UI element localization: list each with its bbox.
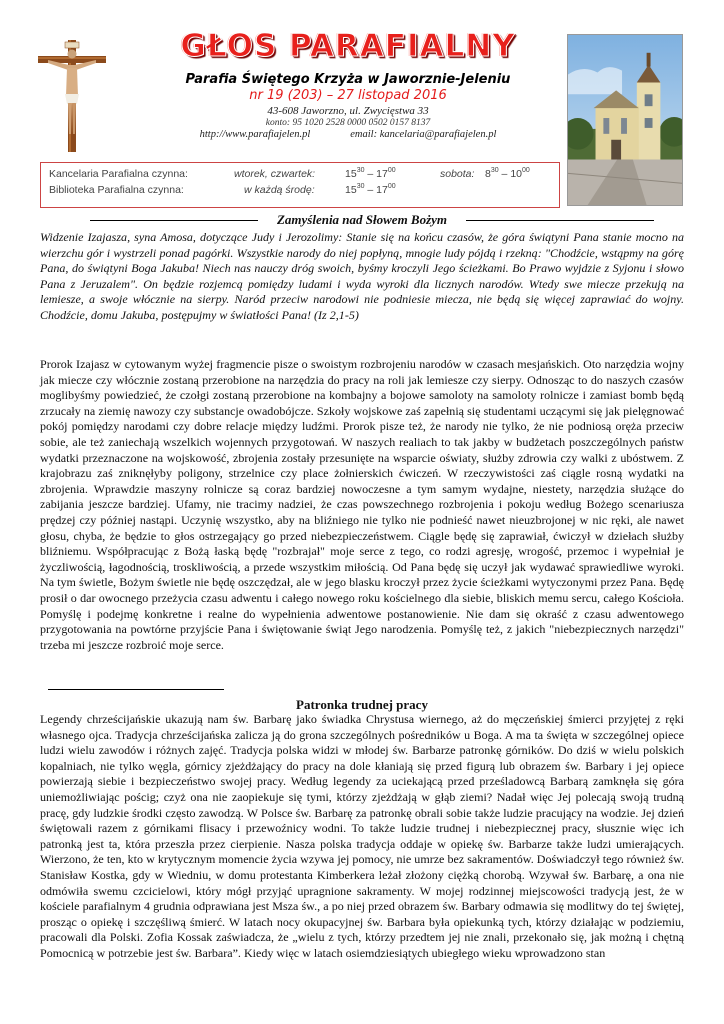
- office-label: Kancelaria Parafialna czynna:: [49, 168, 188, 180]
- library-label: Biblioteka Parafialna czynna:: [49, 184, 184, 196]
- reflection-body: Prorok Izajasz w cytowanym wyżej fragmencie pisze o swoistym rozbrojeniu narodów w czasach mesjańskich. Oto narzędzia wojny jak miecze czy włócznie zostaną przerobione na narzędzia do pracy na roli jak lemiesze czy sierpy. Odnosząc to do naszych czasów moglibyśmy powiedzieć, że czołgi zostaną przerobione na kombajny a bojowe samoloty na samoloty rolnicze i zamiast bomb będą zrzucały na ziemię nawozy czy substancje owadobójcze. Szkoły wojskowe zaś zapełnią się studentami uczącymi się jak pielęgnować pokój pomiędzy narodami czy dobre relacje między ludźmi. Prorok pisze też, że narody nie tylko, że nie podniosą oręża przeciw sobie, ale też zaniechają wszelkich wojennych przygotowań. W naszych realiach to tak jakby w budżetach poszczególnych państw wydatki przeznaczone na wojskowość, zbrojenia zostały przesunięte na wsparcie oświaty, służby zdrowia czy walki z ubóstwem. Z krajobrazu zaś zniknęłyby poligony, strzelnice czy place żołnierskich ćwiczeń. W rzeczywistości zaś ciągle rosną wydatki na zbrojenia. Wprawdzie maszyny rolnicze są coraz bardziej nowoczesne a tym samym wydajne, niestety, narzędzia służące do zabijania jeszcze bardziej. Ufamy, nie tracimy nadziei, że czas powszechnego rozbrojenia i pokoju według Bożego scenariusza prędzej czy później nastąpi. Uczynię wszystko, aby na bliźniego nie tylko nie podnieść nawet nieuzbrojonej w nic ręki, ale nawet głosu, chyba, że będzie to głos ostrzegający go przed niebezpieczeństwem. Ciągle będę się zaprawiał, ćwiczył w dziełach służby bliźniemu. Współpracując z Bożą łaską będę "rozbrajał" moje serce z tego, co rodzi agresję, wrogość, przemoc i wypełniał je życzliwością, łagodnością, troskliwością, a przede wszystkim miłością. Od Pana będę się uczył jak wydawać sprawiedliwe wyroki. Na tym świetle, Bożym świetle nie będę oszczędzał, ale w jego blasku kroczył przez życie ścieżkami wytyczonymi przez Pana. Będę prosił o dar owocnego przeżycia czasu adwentu i całego nowego roku kościelnego dla siebie, bliskich memu sercu, całego Kościoła. Pomyślę i podejmę konkretne i realne do wypełnienia adwentowe postanowienie. Nie dam się okraść z czasu adwentowego przygotowania na powtórne przyjście Pana i świętowanie świąt Jego narodzenia. Pomyślę też, z jakich "niebezpiecznych narzędzi" trzeba mi jeszcze rozbroić moje serce.: [40, 357, 684, 652]
- office-hours-box: [40, 162, 560, 208]
- office-days: wtorek, czwartek:: [234, 168, 316, 180]
- email-link[interactable]: email: kancelaria@parafiajelen.pl: [350, 129, 497, 140]
- masthead: [140, 28, 556, 140]
- parish-address: 43-608 Jaworzno, ul. Zwycięstwa 33: [267, 105, 429, 117]
- saturday-time: $8^{30} - 10^{00}$: [485, 167, 530, 180]
- library-time: $15^{30} - 17^{00}$: [345, 183, 396, 196]
- section-reflections-title: Zamyślenia nad Słowem Bożym: [276, 212, 448, 227]
- library-hours-row: [49, 184, 551, 200]
- church-photo: [567, 34, 683, 206]
- patron-body: Legendy chrześcijańskie ukazują nam św. Barbarę jako świadka Chrystusa wiernego, aż do męczeńskiej śmierci przyjętej z ręki własnego ojca. Tradycja chrześcijańska zalicza ją do grona szczególnych pośredników u Boga. A ma ta święta w szczególnej opiece ludzi wielu zawodów i różnych zajęć. Tradycja polska widzi w młodej św. Barbarze patronkę górników. Do dziś w wielu polskich kopalniach, nie tylko węgla, górnicy zjeżdżający do pracy na dole kłaniają się przed figurą lub obrazem św. Barbary i jej opiece powierzają siebie i bezpieczeństwo swojej pracy. Według legendy za uciekającą przed prześladowcą Barbarą zamknęła się góra uniemożliwiając pościg; czyż ona nie zaopiekuje się tymi, którzy zjeżdżają w głąb ziemi? Nadał więc Jej polecają swoją trudną pracę, gdy ludzkie środki często zawodzą. W Polsce św. Barbarę za patronkę obrali sobie także ludzie pracujący na wodzie. Jej dzień świętowali razem z górnikami flisacy i przewoźnicy wodni. To także ludzie trudnej i niebezpiecznej pracy, słusznie więc ich patronką jest ta, która przeszła przez cierpienie. Nasza polska tradycja oddaje w opiekę św. Barbarze także ludzi umierających. Wierzono, że ten, kto w krytycznym momencie życia wzywa jej pomocy, nie umrze bez sakramentów. Doświadczył tego również św. Stanisław Kostka, gdy w Wiedniu, w domu protestanta Kimberkera leżał złożony ciężką chorobą. Wzywał św. Barbarę, a ona nie odmówiła swemu czcicielowi, który mógł przyjąć upragnione sakramenty. W mojej rodzinnej miejscowości tradycją jest, że w kościele parafialnym 4 grudnia odprawiana jest Msza św., a po niej przed obrazem św. Barbary odmawia się modlitwy do tej świętej, prosząc o opiekę i szczęśliwą śmierć. W latach nocy okupacyjnej św. Barbara była opiekunką tych, którzy działając w podziemiu, pracowali dla Polski. Zofia Kossak zaświadcza, że „wielu z tych, którzy przedtem jej nie znali, przekonało się, jak możną i chętną Pomocnicą w potrzebie jest św. Barbara”. Kiedy więc w latach osiemdziesiątych ubiegłego wieku wprowadzono stan: [40, 712, 684, 960]
- heading-rule-top: [48, 689, 224, 690]
- contact-links: [140, 129, 556, 140]
- library-days: w każdą środę:: [244, 184, 315, 196]
- heading-rule-right: [466, 220, 654, 221]
- parish-name: Parafia Świętego Krzyża w Jaworznie-Jeleniu: [185, 72, 511, 87]
- office-time: $15^{30} - 17^{00}$: [345, 167, 396, 180]
- website-link[interactable]: http://www.parafiajelen.pl: [199, 129, 311, 140]
- saturday-label: sobota:: [440, 168, 475, 180]
- newsletter-title: GŁOS PARAFIALNY: [180, 28, 516, 64]
- bank-account: konto: 95 1020 2528 0000 0502 0157 8137: [265, 118, 431, 128]
- scripture-quote: Widzenie Izajasza, syna Amosa, dotyczące Judy i Jerozolimy: Stanie się na końcu czasów, że góra świątyni Pana stanie mocno na wierzchu gór i wystrzeli ponad pagórki. Wszystkie narody do niej popłyną, mnogie ludy pójdą i rzekną: "Chodźcie, wstąpmy na górę Pana, do świątyni Boga Jakuba! Niech nas nauczy dróg swoich, byśmy kroczyli Jego ścieżkami. Bo Prawo wyjdzie z Syjonu i słowo Pana z Jeruzalem". On będzie rozjemcą pomiędzy ludami i wyda wyroki dla licznych narodów. Wtedy swe miecze przekują na lemiesze, a swoje włócznie na sierpy. Naród przeciw narodowi nie podniesie miecza, nie będą się więcej zaprawiać do wojny. Chodźcie, domu Jakuba, postępujmy w światłości Pana! (Iz 2,1-5): [40, 230, 684, 322]
- office-hours-row: [49, 168, 551, 184]
- issue-number: nr 19 (203) – 27 listopad 2016: [249, 88, 447, 103]
- crucifix-image: [36, 34, 108, 152]
- section-reflections-heading: [40, 212, 684, 228]
- section-patron-title: Patronka trudnej pracy: [296, 697, 428, 712]
